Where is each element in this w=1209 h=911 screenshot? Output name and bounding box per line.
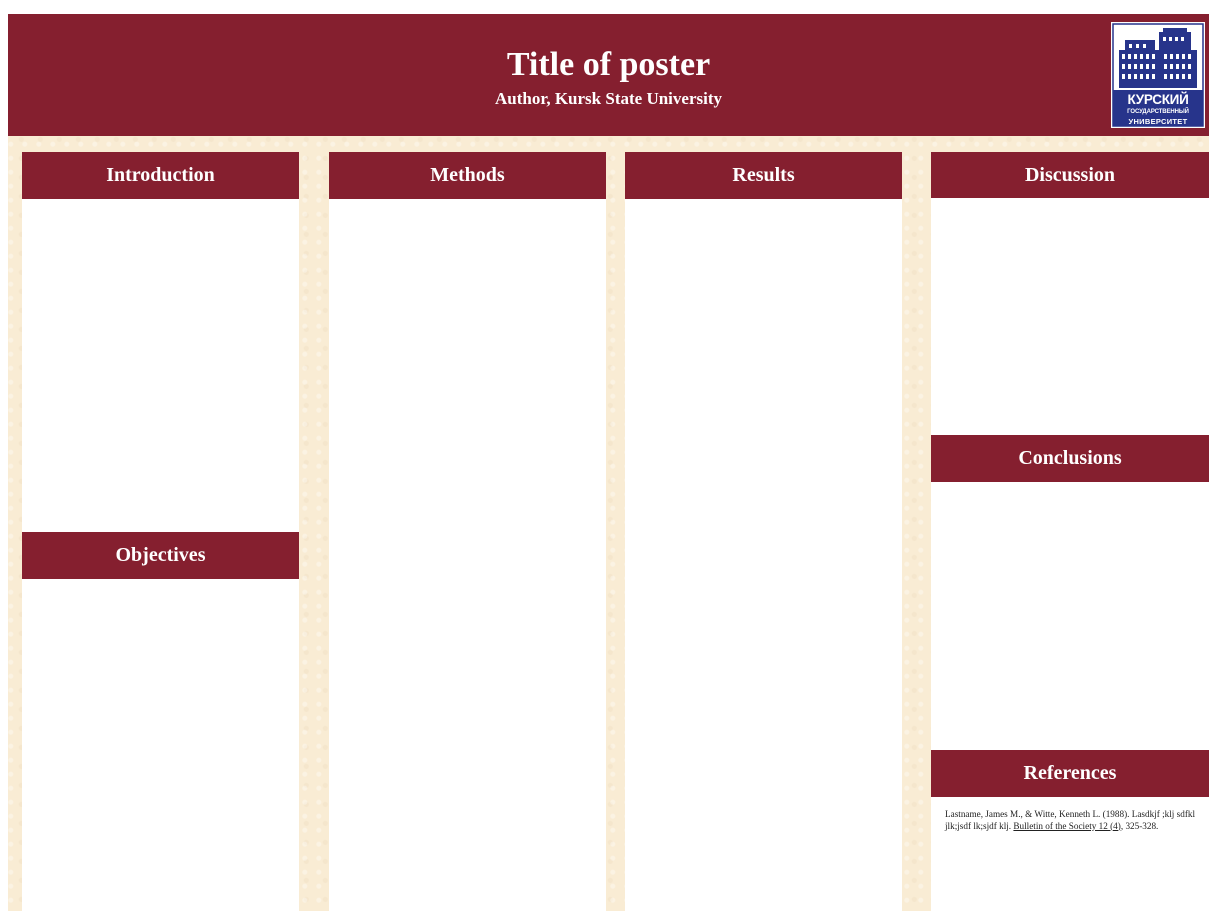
logo-line-2: ГОСУДАРСТВЕННЫЙ bbox=[1127, 109, 1189, 115]
objectives-heading: Objectives bbox=[22, 532, 299, 579]
references-heading: References bbox=[931, 750, 1209, 797]
reference-pages: , 325-328. bbox=[1120, 820, 1159, 831]
introduction-heading: Introduction bbox=[22, 152, 299, 199]
poster-title: Title of poster bbox=[506, 46, 711, 83]
discussion-panel bbox=[931, 152, 1209, 911]
university-logo bbox=[1111, 22, 1205, 128]
reference-authors: Lastname, James M., & Witte, Kenneth L. (1988). Lasdkjf ;klj sdfkl jlk;jsdf lk;sjdf klj. bbox=[945, 809, 1196, 831]
methods-panel bbox=[329, 152, 606, 911]
results-panel bbox=[625, 152, 902, 911]
conclusions-heading: Conclusions bbox=[931, 435, 1209, 482]
methods-heading: Methods bbox=[329, 152, 606, 199]
poster-author: Author, Kursk State University bbox=[495, 89, 722, 108]
results-heading: Results bbox=[625, 152, 902, 199]
title-banner bbox=[8, 14, 1209, 136]
logo-line-3: УНИВЕРСИТЕТ bbox=[1128, 117, 1188, 126]
discussion-heading: Discussion bbox=[931, 152, 1209, 198]
reference-journal: Bulletin of the Society 12 (4) bbox=[1013, 820, 1121, 831]
logo-line-1: КУРСКИЙ bbox=[1127, 92, 1189, 107]
poster bbox=[8, 14, 1209, 911]
reference-entry bbox=[945, 809, 1200, 832]
